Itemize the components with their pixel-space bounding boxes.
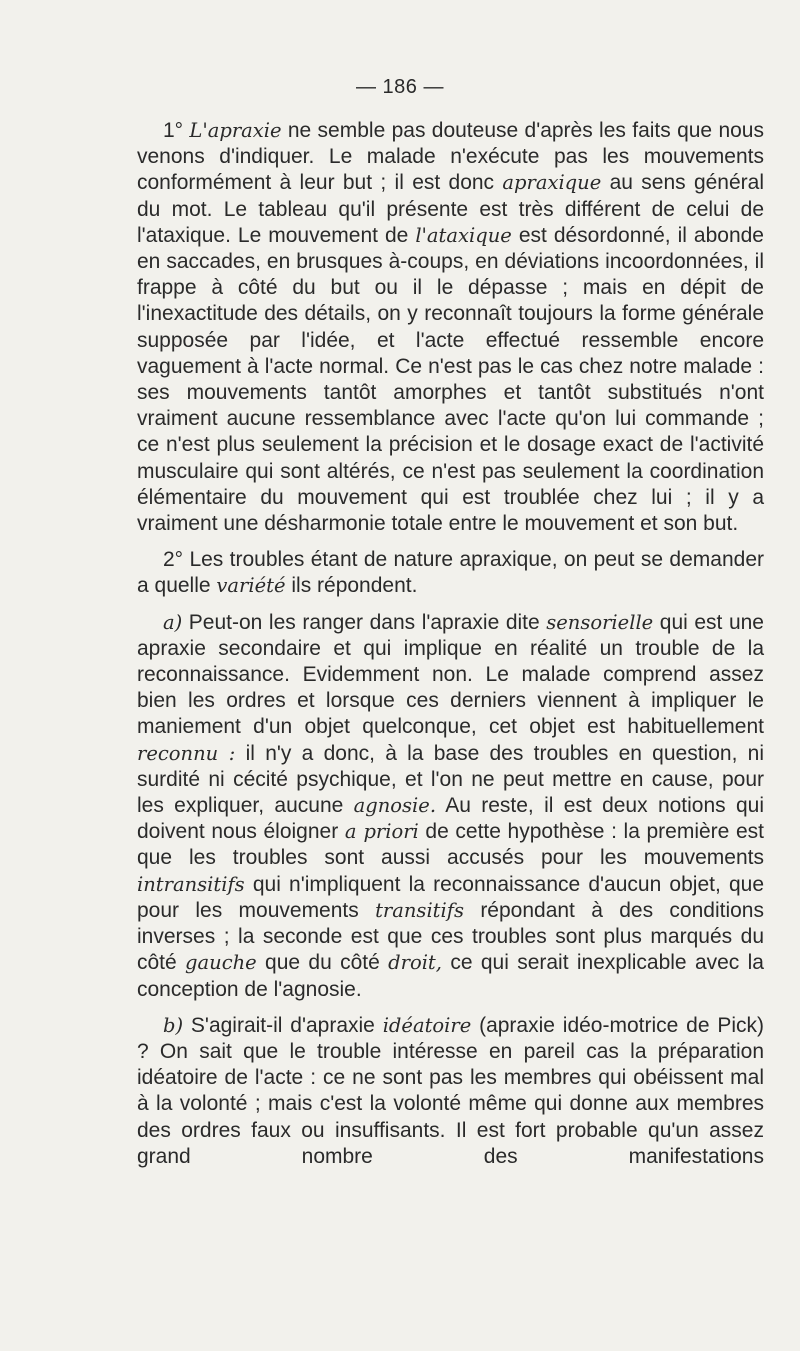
italic-term: reconnu : [137, 741, 236, 765]
page-number: — 186 — [356, 76, 444, 98]
text-run: que du côté [256, 951, 389, 975]
italic-term: gauche [185, 951, 257, 975]
italic-term: L'apraxie [189, 119, 282, 142]
text-run: est désordonné, il abonde en saccades, en brusques à-coups, en déviations incoordonnées, il frappe à côté du but ou il le dépasse ; mais en dépit de l'inexactitude des détails, on y reconnaît toujours la forme générale supposée par l'idée, et l'acte effectué ressemble encore vaguement à l'acte normal. Ce n'est pas le cas chez notre malade : ses mouvements tantôt amorphes et tantôt substitués n'ont vraiment aucune ressemblance avec l'acte qu'on lui commande ; ce n'est plus seulement la précision et le dosage exact de l'activité musculaire qui sont altérés, ce n'est pas seulement la coordination élémentaire du mouvement qui est troublée chez lui ; il y a vraiment une désharmonie totale entre le mouvement et son but. [137, 223, 764, 536]
text-run: S'agirait-il d'apraxie [183, 1013, 383, 1037]
italic-term: a) [163, 610, 183, 634]
text-run: ils répondent. [285, 574, 418, 598]
italic-term: agnosie. [353, 794, 437, 818]
text-run: (apraxie idéo-motrice de Pick) ? On sait que le trouble intéresse en pareil cas la préparation idéatoire de l'acte : ce ne sont pas les membres qui obéissent mal à la volonté ; mais c'est la volonté même qui donne aux membres des ordres faux ou insuffisants. Il est fort probable qu'un assez grand nombre des manifestations [137, 1013, 764, 1168]
italic-term: droit, [388, 951, 442, 975]
paragraph-sensorielle [137, 610, 764, 1003]
italic-term: a priori [344, 820, 419, 844]
paragraph-variete [137, 547, 764, 599]
italic-term: sensorielle [546, 610, 654, 634]
text-run: 1° [163, 119, 190, 142]
text-run: Peut-on les ranger dans l'apraxie dite [182, 610, 547, 634]
italic-term: b) [163, 1013, 184, 1037]
italic-term: apraxique [502, 171, 602, 195]
text-run: Au reste, il est deux notions qui doivent nous éloigner [137, 794, 765, 844]
italic-term: transitifs [375, 898, 464, 922]
text-run: ce qui serait inexplicable avec la conception de l'agnosie. [137, 951, 764, 1001]
italic-term: variété [216, 574, 286, 598]
italic-term: intransitifs [137, 872, 245, 896]
text-run: qui est une apraxie secondaire et qui implique en réalité un trouble de la reconnaissance. Evidemment non. Le malade comprend assez bien les ordres et lorsque ces derniers viennent à impliquer le maniement d'un objet quelconque, cet objet est habituellement [137, 610, 764, 739]
text-run: qui n'impliquent la reconnaissance d'aucun objet, que pour les mouvements [137, 872, 764, 922]
paragraph-ideatoire [137, 1013, 764, 1170]
text-run: il n'y a donc, à la base des troubles en question, ni surdité ni cécité psychique, et l'on ne peut mettre en cause, pour les expliquer, aucune [137, 741, 765, 818]
paragraph-apraxie [137, 118, 764, 537]
text-run: de cette hypothèse : la première est que les troubles sont aussi accusés pour les mouvements [137, 820, 764, 870]
text-run: ne semble pas douteuse d'après les faits que nous venons d'indiquer. Le malade n'exécute pas les mouvements conformément à leur but ; il est donc [137, 119, 764, 195]
text-run: répondant à des conditions inverses ; la seconde est que ces troubles sont plus marqués du côté [137, 898, 764, 975]
italic-term: idéatoire [382, 1013, 472, 1037]
text-run: 2° Les troubles étant de nature apraxique, on peut se demander a quelle [137, 548, 764, 598]
text-run: au sens général du mot. Le tableau qu'il présente est très différent de celui de l'ataxique. Le mouvement de [137, 171, 764, 247]
italic-term: l'ataxique [415, 223, 512, 247]
body-text [137, 118, 764, 1170]
